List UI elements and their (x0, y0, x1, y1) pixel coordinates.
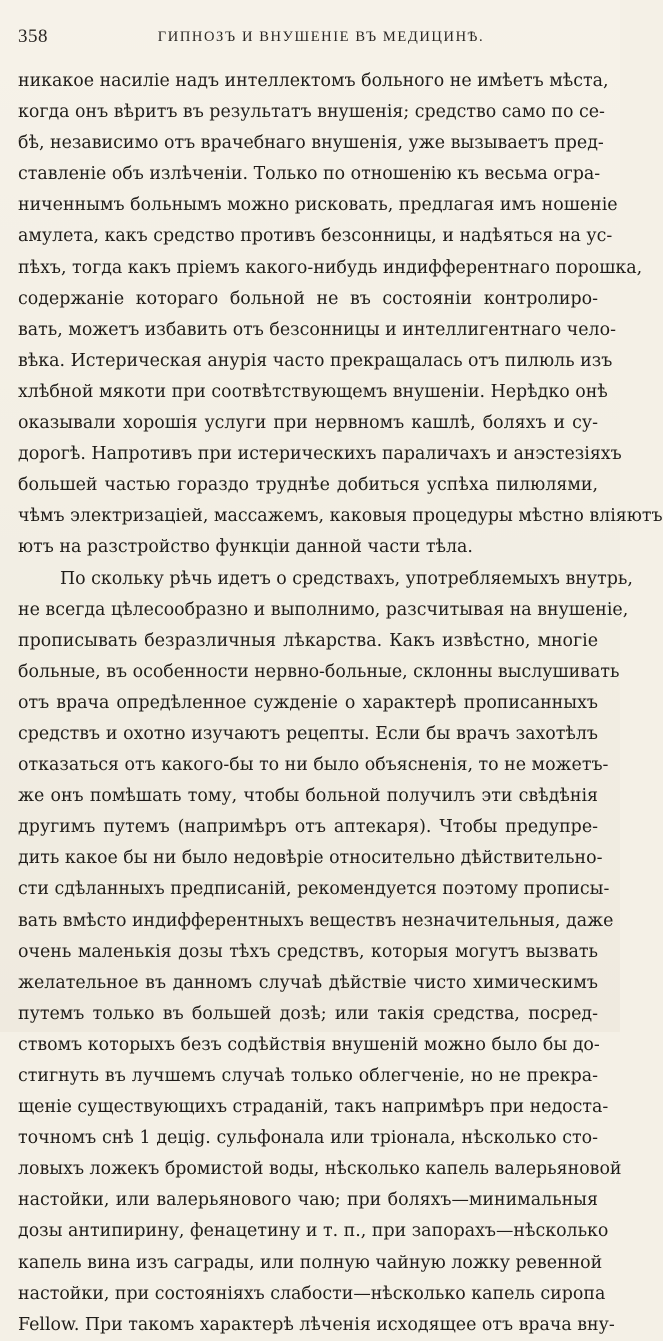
text-line: ниченнымъ больнымъ можно рисковать, предлагая имъ ношеніе (18, 195, 618, 216)
running-head: ГИПНОЗЪ И ВНУШЕНІЕ ВЪ МЕДИЦИНѢ. (157, 29, 485, 45)
text-line: сти сдѣланныхъ предписаній, рекомендуется поэтому прописы- (18, 879, 610, 900)
text-line: чѣмъ электризаціей, массажемъ, каковыя процедуры мѣстно вліяютъ (18, 506, 663, 527)
text-line: амулета, какъ средство противъ безсонницы, и надѣяться на ус- (18, 226, 613, 247)
text-line: ловыхъ ложекъ бромистой воды, нѣсколько капель валерьяновой (18, 1159, 622, 1180)
text-line: дозы антипирину, фенацетину и т. п., при запорахъ—нѣсколько (18, 1221, 609, 1242)
text-line: стигнуть въ лучшемъ случаѣ только облегченіе, но не прекра- (18, 1066, 598, 1086)
text-line: настойки, или валерьянового чаю; при боляхъ—минимальныя (18, 1190, 598, 1211)
text-line: отъ врача опредѣленное сужденіе о характерѣ прописанныхъ (18, 692, 598, 713)
text-line: Fellow. При такомъ характерѣ лѣченія исходящее отъ врача вну- (18, 1314, 615, 1335)
body-text (18, 66, 663, 1341)
paragraph-last-line: ютъ на разстройство функціи данной части тѣла. (18, 537, 473, 558)
text-line: не всегда цѣлесообразно и выполнимо, разсчитывая на внушеніе, (18, 599, 629, 620)
text-line: прописывать безразличныя лѣкарства. Какъ извѣстно, многіе (18, 630, 598, 651)
page-header (18, 26, 602, 50)
text-line: капель вина изъ саграды, или полную чайную ложку ревенной (18, 1252, 603, 1273)
text-line: бѣ, независимо отъ врачебнаго внушенія, уже вызываетъ пред- (18, 133, 604, 154)
text-line: вать, можетъ избавить отъ безсонницы и интеллигентнаго чело- (18, 319, 616, 340)
paragraph-first-line: По скольку рѣчь идетъ о средствахъ, употребляемыхъ внутрь, (60, 568, 633, 589)
text-line: настойки, при состояніяхъ слабости—нѣсколько капель сиропа (18, 1283, 606, 1304)
page-number: 358 (18, 26, 48, 47)
text-line: содержаніе котораго больной не въ состояніи контролиро- (18, 288, 598, 309)
text-line: ствомъ которыхъ безъ содѣйствія внушеній можно было бы до- (18, 1034, 600, 1055)
text-line: отказаться отъ какого-бы то ни было объясненія, то не можетъ- (18, 755, 609, 776)
text-line: вѣка. Истерическая анурія часто прекращалась отъ пилюль изъ (18, 350, 613, 371)
text-line: пѣхъ, тогда какъ пріемъ какого-нибудь индифферентнаго порошка, (18, 257, 643, 278)
text-line: вать вмѣсто индифферентныхъ веществъ незначительныя, даже (18, 910, 614, 931)
text-line: оказывали хорошія услуги при нервномъ кашлѣ, боляхъ и су- (18, 413, 598, 434)
text-line: точномъ снѣ 1 децig. сульфонала или тріонала, нѣсколько сто- (18, 1128, 598, 1149)
text-line: когда онъ вѣритъ въ результатъ внушенія; средство само по се- (18, 102, 605, 123)
text-line: никакое насиліе надъ интеллектомъ больного не имѣетъ мѣста, (18, 71, 609, 91)
text-line: дорогѣ. Напротивъ при истерическихъ параличахъ и анэстезіяхъ (18, 444, 622, 465)
text-line: большей частью гораздо труднѣе добиться успѣха пилюлями, (18, 475, 598, 496)
text-line: желательное въ данномъ случаѣ дѣйствіе чисто химическимъ (18, 972, 598, 993)
text-line: очень маленькія дозы тѣхъ средствъ, которыя могутъ вызвать (18, 941, 598, 962)
text-line: другимъ путемъ (напримѣръ отъ аптекаря). Чтобы предупре- (18, 817, 598, 838)
text-line: же онъ помѣшать тому, чтобы больной получилъ эти свѣдѣнія (18, 786, 598, 807)
text-line: дить какое бы ни было недовѣріе относительно дѣйствительно- (18, 848, 603, 869)
text-line: хлѣбной мякоти при соотвѣтствующемъ внушеніи. Нерѣдко онѣ (18, 381, 608, 402)
text-line: больные, въ особенности нервно-больные, склонны выслушивать (18, 661, 620, 682)
text-line: щеніе существующихъ страданій, такъ напримѣръ при недоста- (18, 1097, 609, 1118)
text-line: путемъ только въ большей дозѣ; или такія средства, посред- (18, 1003, 598, 1024)
text-line: средствъ и охотно изучаютъ рецепты. Если бы врачъ захотѣлъ (18, 723, 598, 744)
text-line: ставленіе объ излѣченіи. Только по отношенію къ весьма огра- (18, 164, 601, 185)
